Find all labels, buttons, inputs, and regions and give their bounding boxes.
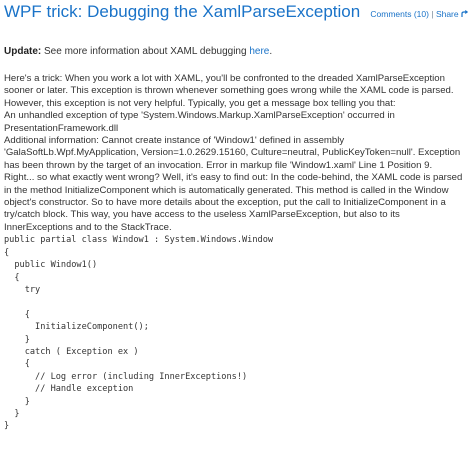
error-message-line: An unhandled exception of type 'System.Windows.Markup.XamlParseException' occurred in PresentationFramework.dll bbox=[4, 110, 395, 134]
update-label: Update: bbox=[4, 46, 42, 57]
share-link[interactable] bbox=[436, 9, 468, 19]
update-suffix: . bbox=[269, 46, 273, 57]
meta-separator: | bbox=[431, 9, 434, 19]
post-title-link[interactable]: WPF trick: Debugging the XamlParseException bbox=[4, 2, 361, 21]
explanation-paragraph: Right... so what exactly went wrong? Well, it's easy to find out: In the code-behind, the XAML code is parsed in the method InitializeComponent which is automatically generated. This method is called in the Window object's constructor. So to have more details about the exception, put the call to InitializeComponent in a try/catch block. This way, you have access to the useless XamlParseException, but also to its InnerExceptions and to the StackTrace. bbox=[4, 172, 463, 233]
share-link-label: Share bbox=[435, 9, 459, 19]
update-text: See more information about XAML debugging bbox=[41, 46, 250, 57]
post-meta bbox=[370, 9, 468, 19]
share-arrow-icon bbox=[461, 10, 468, 18]
update-notice bbox=[4, 45, 272, 58]
comments-link[interactable]: Comments (10) bbox=[370, 9, 429, 19]
update-link[interactable]: here bbox=[249, 46, 270, 57]
intro-paragraph: Here's a trick: When you work a lot with XAML, you'll be confronted to the dreaded XamlParseException sooner or later. This exception is thrown whenever something goes wrong while the XAML code is parsed. However, this exception is not very helpful. Typically, you get a message box telling you that: bbox=[4, 73, 454, 109]
post-body bbox=[4, 73, 468, 433]
additional-information: Additional information: Cannot create instance of 'Window1' defined in assembly 'GalaSoftLb.Wpf.MyApplication, Version=1.0.2629.15160, Culture=neutral, PublicKeyToken=null'. Exception has been thrown by the target of an invocation. Error in markup file 'Window1.xaml' Line 1 Position 9. bbox=[4, 135, 461, 171]
code-block: public partial class Window1 : System.Windows.Window { public Window1() { try { InitializeComponent(); } catch ( Exception ex ) { // Log error (including InnerExceptions!) // Handle exception } } } bbox=[4, 235, 274, 432]
